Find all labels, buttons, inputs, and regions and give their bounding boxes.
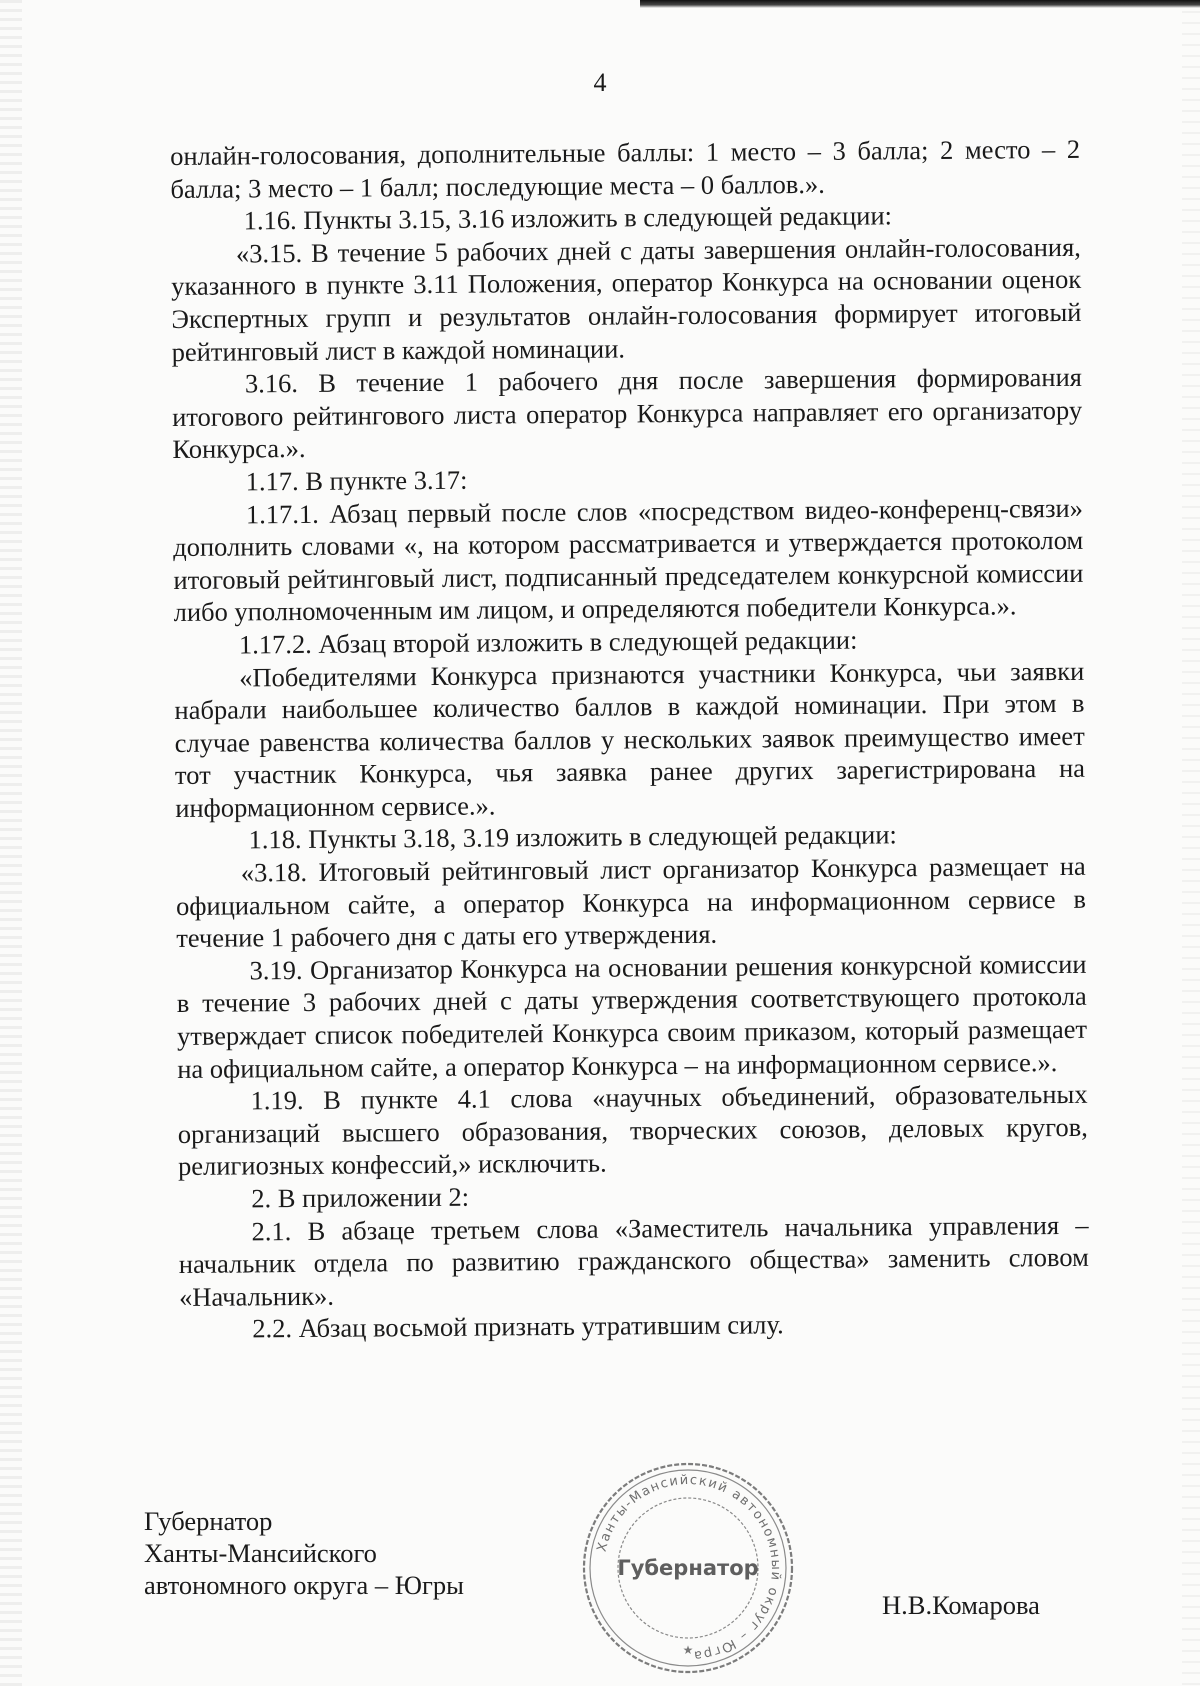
paragraph: «Победителями Конкурса признаются участники Конкурса, чьи заявки набрали наибольшее количество баллов в каждой номинации. При этом в случае равенства количества баллов у нескольких заявок преимущество имеет тот участник Конкурса, чья заявка ранее других зарегистрирована на информационном сервисе.».	[174, 655, 1086, 823]
seal-center-text: Губернатор	[617, 1556, 759, 1580]
paragraph: 1.17.2. Абзац второй изложить в следующей редакции:	[238, 624, 858, 660]
signature-position-line: Ханты-Мансийского	[144, 1538, 377, 1568]
paragraph: 1.18. Пункты 3.18, 3.19 изложить в следующей редакции:	[248, 819, 897, 855]
paragraph: 2.1. В абзаце третьем слова «Заместитель начальника управления – начальник отдела по развитию гражданского общества» заменить словом «Начальник».	[178, 1209, 1089, 1312]
paragraph: 2. В приложении 2:	[251, 1181, 470, 1214]
signature-position-line: Губернатор	[144, 1506, 273, 1536]
page-number: 4	[593, 68, 607, 97]
paragraph: 1.17. В пункте 3.17:	[245, 464, 468, 497]
paragraph: «3.18. Итоговый рейтинговый лист организатор Конкурса размещает на официальном сайте, а оператор Конкурса на информационном сервисе в течение 1 рабочего дня с даты его утверждения.	[175, 850, 1087, 954]
paragraph: 1.19. В пункте 4.1 слова «научных объединений, образовательных организаций высшего образования, творческих союзов, деловых кругов, религиозных конфессий,» исключить.	[177, 1079, 1088, 1182]
scan-right-edge	[1182, 0, 1200, 1686]
paragraph: онлайн-голосования, дополнительные баллы: 1 место – 3 балла; 2 место – 2 балла; 3 место – 1 балл; последующие места – 0 баллов.».	[170, 133, 1081, 204]
signature-position	[144, 1505, 464, 1601]
seal-ring-text: Ханты-Мансийский автономный округ – Югра	[594, 1472, 784, 1663]
document-body	[170, 133, 1089, 1346]
paragraph: 3.16. В течение 1 рабочего дня после завершения формирования итогового рейтингового листа оператор Конкурса направляет его организатору Конкурса.».	[172, 362, 1083, 465]
paragraph: «3.15. В течение 5 рабочих дней с даты завершения онлайн-голосования, указанного в пункте 3.11 Положения, оператор Конкурса на основании оценок Экспертных групп и результатов онлайн-голосования формирует итоговый рейтинговый лист в каждой номинации.	[171, 231, 1082, 367]
paragraph: 3.19. Организатор Конкурса на основании решения конкурсной комиссии в течение 3 рабочих дней с даты утверждения соответствующего протокола утверждает список победителей Конкурса своим приказом, который размещает на официальном сайте, а оператор Конкурса – на информационном сервисе.».	[176, 948, 1088, 1084]
scan-left-edge	[0, 0, 22, 1686]
paragraph: 2.2. Абзац восьмой признать утратившим силу.	[252, 1309, 784, 1344]
official-seal-stamp	[578, 1458, 798, 1678]
seal-star-icon: ★	[682, 1643, 694, 1657]
paragraph: 1.17.1. Абзац первый после слов «посредством видео-конференц-связи» дополнить словами «, на котором рассматривается и утверждается протоколом итоговый рейтинговый лист, подписанный председателем конкурсной комиссии либо уполномоченным им лицом, и определяются победители Конкурса.».	[173, 492, 1084, 628]
signer-name: Н.В.Комарова	[882, 1590, 1040, 1620]
paragraph: 1.16. Пункты 3.15, 3.16 изложить в следующей редакции:	[243, 200, 893, 236]
signature-position-line: автономного округа – Югры	[144, 1570, 464, 1600]
scan-edge-shadow	[640, 0, 1200, 8]
